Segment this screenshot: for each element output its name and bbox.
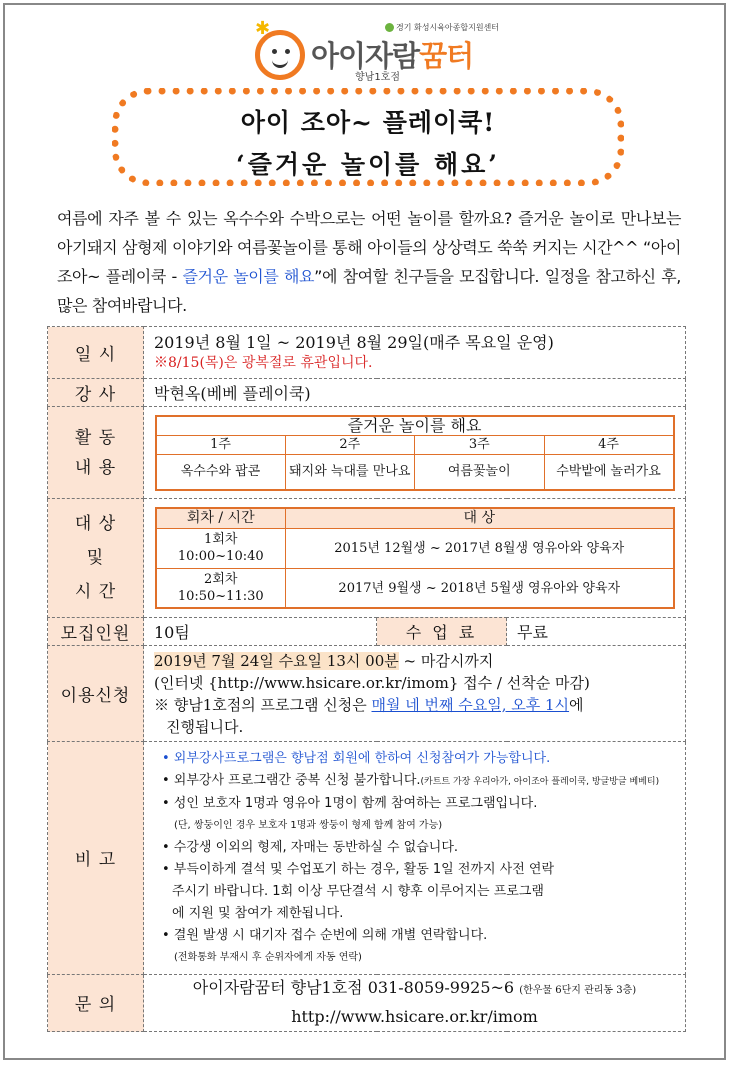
target-table bbox=[155, 507, 675, 610]
recruit-label: 모집인원 bbox=[48, 617, 144, 645]
content-2: 돼지와 늑대를 만나요 bbox=[285, 454, 415, 490]
notes-row: 비 고 • 외부강사프로그램은 향남점 회원에 한하여 신청참여가 가능합니다. • 외부강사 프로그램간 중복 신청 불가합니다.(카트트 가장 우리아가, 아이조아 플레이쿡, 방글방글 베베티) • 성인 보호자 1명과 영유아 1명이 함께 참여하는 프로그램입니다. (단, 쌍둥이인 경우 보호자 1명과 쌍둥이 형제 함께 참여 가능) • 수강생 이외의 형제, 자매는 동반하실 수 없습니다. • 부득이하게 결석 및 수업포기 하는 경우, 활동 1일 전까지 사전 연락 주시기 바랍니다. 1회 이상 무단결석 시 향후 이루어지는 프로그램 에 지원 및 참여가 제한됩니다. • 결원 발생 시 대기자 접수 순번에 의해 개별 연락합니다. (전화통화 부재시 후 순위자에게 자동 연락) bbox=[48, 742, 686, 975]
content-1: 옥수수와 팝콘 bbox=[156, 454, 286, 490]
target-row bbox=[48, 499, 686, 617]
note-5a: • 부득이하게 결석 및 수업포기 하는 경우, 활동 1일 전까지 사전 연락 bbox=[162, 862, 555, 878]
session-header: 회차 / 시간 bbox=[156, 508, 286, 529]
contact-row: 문 의 아이자람꿈터 향남1호점 031-8059-9925~6 (한우물 6단지 관리동 3층) http://www.hsicare.or.kr/imom bbox=[48, 974, 686, 1031]
instructor-label: 강 사 bbox=[48, 379, 144, 407]
activity-table bbox=[155, 415, 675, 492]
apply-date: 2019년 7월 24일 수요일 13시 00분 bbox=[154, 651, 399, 670]
logo bbox=[255, 18, 500, 88]
leaf-icon bbox=[385, 23, 394, 32]
table-row: 1회차 10:00~10:40 2015년 12월생 ~ 2017년 8월생 영유아와 양육자 bbox=[156, 528, 674, 568]
intro-highlight: 즐거운 놀이를 해요 bbox=[182, 267, 315, 286]
logo-org-name: 경기 화성시육아종합지원센터 bbox=[385, 22, 499, 33]
recruit-value: 10팀 bbox=[154, 622, 190, 642]
logo-branch: 향남1호점 bbox=[355, 72, 401, 83]
intro-paragraph: 여름에 자주 볼 수 있는 옥수수와 수박으로는 어떤 놀이를 할까요? 즐거운 놀이로 만나보는 아기돼지 삼형제 이야기와 여름꽃놀이를 통해 아이들의 상상력도 쑥쑥 커지는 시간^^ “아이 조아~ 플레이쿡 - 즐거운 놀이를 해요”에 참여할 친구들을 모집합니다. 일정을 참고하신 후, 많은 참여바랍니다. bbox=[57, 209, 681, 315]
contact-label: 문 의 bbox=[48, 974, 144, 1031]
activity-row bbox=[48, 407, 686, 499]
activity-label-1: 활 동 bbox=[74, 427, 117, 448]
note-4: • 수강생 이외의 형제, 자매는 동반하실 수 없습니다. bbox=[162, 840, 459, 856]
content-3: 여름꽃놀이 bbox=[415, 454, 545, 490]
apply-label: 이용신청 bbox=[48, 645, 144, 741]
note-6: • 결원 발생 시 대기자 접수 순번에 의해 개별 연락합니다. bbox=[162, 928, 488, 944]
recruit-row bbox=[48, 617, 686, 645]
activity-label-2: 내 용 bbox=[74, 457, 117, 478]
week-2: 2주 bbox=[285, 435, 415, 454]
week-4: 4주 bbox=[544, 435, 674, 454]
instructor-row bbox=[48, 379, 686, 407]
star-icon: ✱ bbox=[255, 18, 271, 39]
instructor-value: 박현옥(베베 플레이쿡) bbox=[154, 384, 311, 404]
apply-row: 이용신청 2019년 7월 24일 수요일 13시 00분 ~ 마감시까지 (인터넷 {http://www.hsicare.or.kr/imom} 접수 / 선착순 마감) ※ 향남1호점의 프로그램 신청은 매월 네 번째 수요일, 오후 1시에 진행됩니다. bbox=[48, 645, 686, 741]
week-1: 1주 bbox=[156, 435, 286, 454]
notes-label: 비 고 bbox=[48, 742, 144, 975]
note-3: • 성인 보호자 1명과 영유아 1명이 함께 참여하는 프로그램입니다. bbox=[162, 796, 538, 812]
info-table bbox=[47, 326, 686, 1032]
contact-url[interactable]: http://www.hsicare.or.kr/imom bbox=[291, 1007, 538, 1027]
page-title: 아이 조아~ 플레이쿡! bbox=[240, 108, 496, 137]
contact-phone: 아이자람꿈터 향남1호점 031-8059-9925~6 bbox=[192, 978, 515, 998]
target-label-3: 시 간 bbox=[74, 582, 117, 603]
note-1: • 외부강사프로그램은 향남점 회원에 한하여 신청참여가 가능합니다. bbox=[162, 751, 551, 767]
schedule-label: 일 시 bbox=[48, 327, 144, 379]
table-row: 2회차 10:50~11:30 2017년 9월생 ~ 2018년 5월생 영유아와 양육자 bbox=[156, 568, 674, 608]
target-label-2: 및 bbox=[86, 548, 105, 569]
week-3: 3주 bbox=[415, 435, 545, 454]
schedule-date: 2019년 8월 1일 ~ 2019년 8월 29일(매주 목요일 운영) bbox=[154, 332, 554, 352]
fee-label: 수 업 료 bbox=[377, 617, 507, 645]
activity-header: 즐거운 놀이를 해요 bbox=[156, 416, 674, 436]
apply-online: (인터넷 {http://www.hsicare.or.kr/imom} 접수 / 선착순 마감) bbox=[154, 673, 590, 692]
page-subtitle: ‘즐거운 놀이를 해요’ bbox=[235, 150, 500, 179]
content-4: 수박밭에 놀러가요 bbox=[544, 454, 674, 490]
title-box bbox=[112, 88, 624, 186]
holiday-note: ※8/15(목)은 광복절로 휴관입니다. bbox=[154, 354, 373, 371]
target-header: 대 상 bbox=[286, 508, 674, 529]
target-label-1: 대 상 bbox=[74, 514, 117, 535]
schedule-row bbox=[48, 327, 686, 379]
fee-value: 무료 bbox=[517, 622, 548, 642]
logo-text: 아이자람꿈터 bbox=[311, 39, 474, 73]
smiley-face-icon bbox=[255, 30, 305, 80]
apply-schedule-link[interactable]: 매월 네 번째 수요일, 오후 1시 bbox=[371, 695, 570, 714]
note-2: • 외부강사 프로그램간 중복 신청 불가합니다.(카트트 가장 우리아가, 아이조아 플레이쿡, 방글방글 베베티) bbox=[162, 773, 660, 789]
